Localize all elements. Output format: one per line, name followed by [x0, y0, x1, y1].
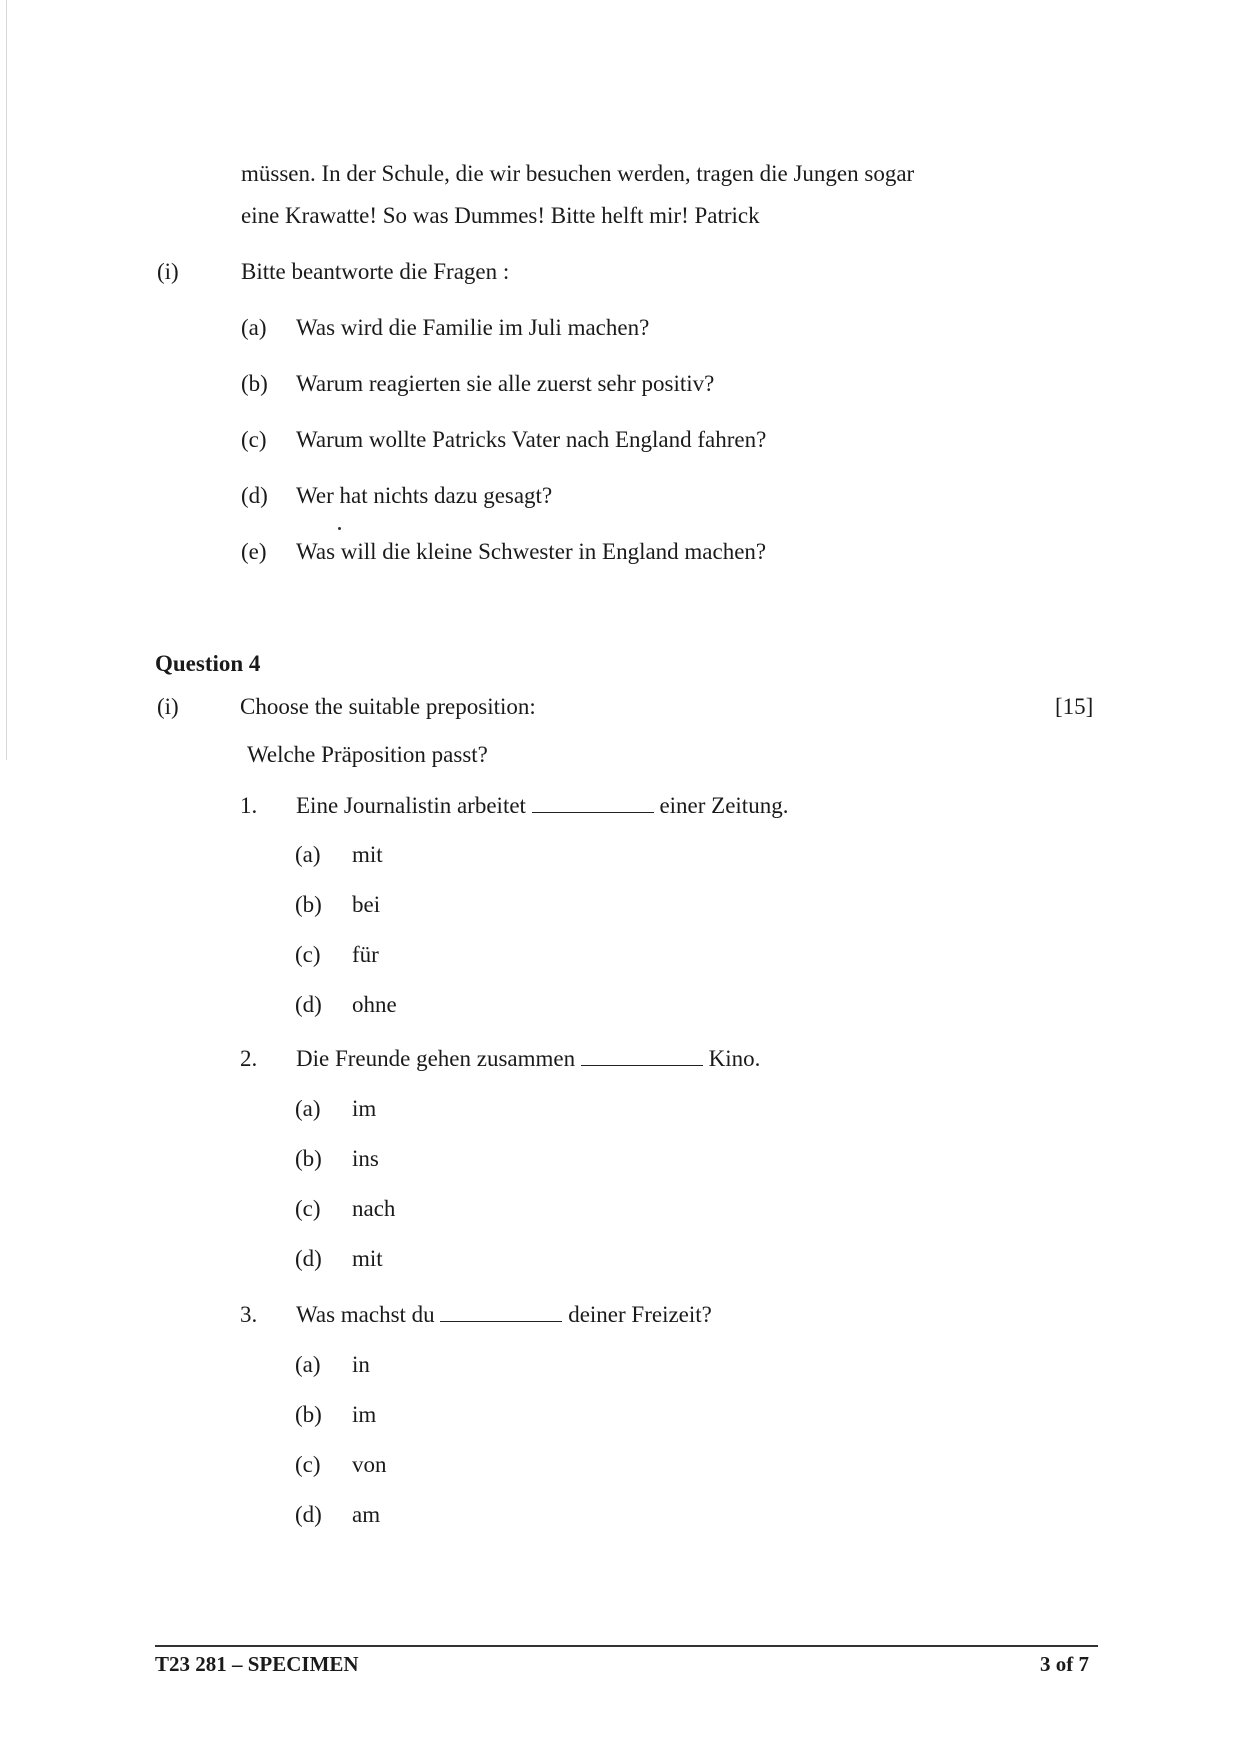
option-label: (a)	[295, 1352, 321, 1377]
item-number: 1.	[240, 793, 258, 818]
option-label: (c)	[295, 1196, 321, 1221]
answer-blank	[581, 1045, 703, 1066]
question-text: Was will die kleine Schwester in England machen?	[296, 539, 767, 564]
item-sentence	[296, 1301, 712, 1329]
part-instruction: Bitte beantworte die Fragen :	[241, 259, 510, 284]
option-text: im	[352, 1402, 377, 1427]
answer-blank	[440, 1301, 562, 1322]
sentence-after: deiner Freizeit?	[568, 1302, 712, 1327]
question-4-heading: Question 4	[155, 651, 261, 676]
answer-blank	[532, 792, 654, 813]
option-label: (b)	[295, 1402, 322, 1427]
option-label: (c)	[295, 942, 321, 967]
item-number: 3.	[240, 1302, 258, 1327]
footer-code: T23 281 – SPECIMEN	[155, 1652, 359, 1676]
option-text: am	[352, 1502, 381, 1527]
instruction-german: Welche Präposition passt?	[247, 742, 488, 767]
sentence-after: einer Zeitung.	[659, 793, 789, 818]
option-label: (b)	[295, 892, 322, 917]
option-label: (d)	[295, 1246, 322, 1271]
option-text: für	[352, 942, 379, 967]
question-label: (e)	[241, 539, 267, 564]
option-text: von	[352, 1452, 387, 1477]
option-label: (d)	[295, 992, 322, 1017]
stray-dot	[338, 527, 341, 530]
option-text: im	[352, 1096, 377, 1121]
item-number: 2.	[240, 1046, 258, 1071]
option-text: bei	[352, 892, 381, 917]
marks: [15]	[1055, 694, 1094, 719]
question-label: (b)	[241, 371, 268, 396]
question-label: (a)	[241, 315, 267, 340]
sentence-before: Was machst du	[296, 1302, 435, 1327]
part-number: (i)	[157, 259, 179, 284]
option-text: mit	[352, 1246, 383, 1271]
item-sentence	[296, 1045, 760, 1073]
page-edge-line	[6, 0, 7, 760]
option-text: ins	[352, 1146, 379, 1171]
question-4-part-number: (i)	[157, 694, 179, 719]
question-text: Wer hat nichts dazu gesagt?	[296, 483, 553, 508]
footer-rule	[155, 1645, 1098, 1647]
instruction-english: Choose the suitable preposition:	[240, 694, 536, 719]
option-text: ohne	[352, 992, 397, 1017]
passage-line-1: müssen. In der Schule, die wir besuchen werden, tragen die Jungen sogar	[241, 161, 915, 186]
footer-page-number: 3 of 7	[1040, 1652, 1089, 1676]
sentence-after: Kino.	[708, 1046, 761, 1071]
question-text: Warum wollte Patricks Vater nach England fahren?	[296, 427, 767, 452]
option-label: (c)	[295, 1452, 321, 1477]
question-text: Was wird die Familie im Juli machen?	[296, 315, 650, 340]
item-sentence	[296, 792, 788, 820]
option-label: (a)	[295, 1096, 321, 1121]
question-label: (c)	[241, 427, 267, 452]
passage-line-2: eine Krawatte! So was Dummes! Bitte helft mir! Patrick	[241, 203, 760, 228]
question-text: Warum reagierten sie alle zuerst sehr positiv?	[296, 371, 715, 396]
option-text: mit	[352, 842, 383, 867]
sentence-before: Die Freunde gehen zusammen	[296, 1046, 576, 1071]
sentence-before: Eine Journalistin arbeitet	[296, 793, 526, 818]
option-text: nach	[352, 1196, 396, 1221]
option-label: (a)	[295, 842, 321, 867]
option-text: in	[352, 1352, 370, 1377]
option-label: (d)	[295, 1502, 322, 1527]
question-label: (d)	[241, 483, 268, 508]
option-label: (b)	[295, 1146, 322, 1171]
